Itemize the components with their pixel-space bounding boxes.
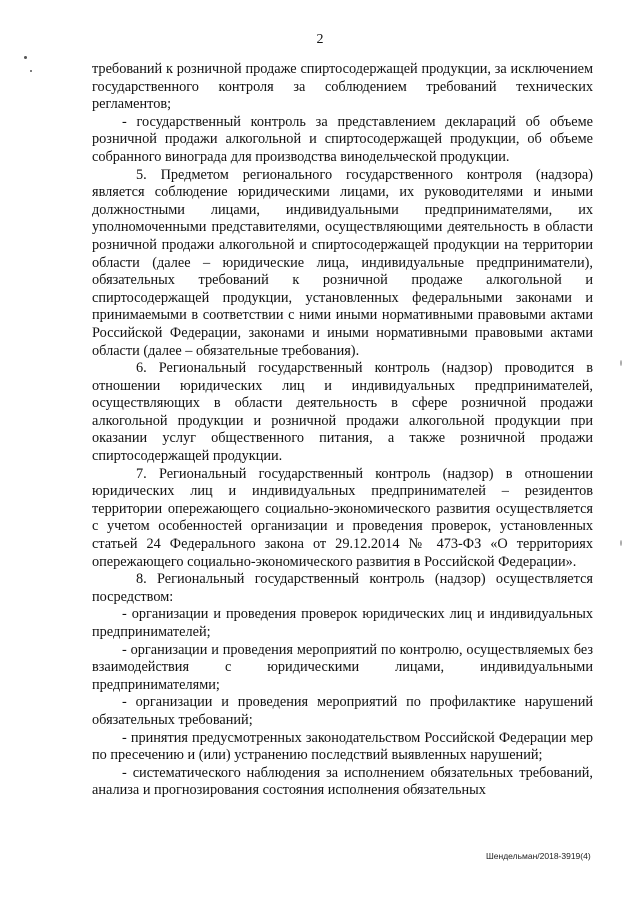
- paragraph-3: 5. Предметом регионального государственного контроля (надзора) является соблюдение юридическими лицами, их руководителями и иными должностными лицами, индивидуальными предпринимателями, их уполномоченными представителями, осуществляющими деятельность в области розничной продажи алкогольной и спиртосодержащей продукции на территории области (далее – юридические лица, индивидуальные предприниматели), обязательных требований к розничной продаже алкогольной и спиртосодержащей продукции, установленных федеральными законами и принимаемыми в соответствии с ними иными нормативными правовыми актами Российской Федерации, законами и иными нормативными правовыми актами области (далее – обязательные требования).: [92, 166, 593, 359]
- document-code-footer: Шендельман/2018-3919(4): [486, 851, 591, 861]
- scan-dot: [30, 70, 32, 72]
- paragraph-2: - государственный контроль за представлением деклараций об объеме розничной продажи алкогольной и спиртосодержащей продукции, об объеме собранного винограда для производства винодельческой продукции.: [92, 113, 593, 165]
- list-item-2: - организации и проведения мероприятий по контролю, осуществляемых без взаимодействия с юридическими лицами, индивидуальными предпринимателями;: [92, 641, 593, 693]
- scan-dot: [24, 56, 27, 59]
- scan-dot: [620, 540, 622, 546]
- paragraph-6: 8. Региональный государственный контроль (надзор) осуществляется посредством:: [92, 571, 593, 605]
- list-item-4: - принятия предусмотренных законодательством Российской Федерации мер по пресечению и (или) устранению последствий выявленных нарушений;: [92, 729, 593, 764]
- document-body: [92, 61, 593, 800]
- scan-dot: [620, 360, 622, 366]
- page-number: 2: [316, 32, 324, 47]
- paragraph-5: 7. Региональный государственный контроль (надзор) в отношении юридических лиц и индивидуальных предпринимателей – резидентов территории опережающего социально-экономического развития осуществляется с учетом особенностей организации и проведения проверок, установленных статьей 24 Федерального закона от 29.12.2014 № 473-ФЗ «О территориях опережающего социально-экономического развития в Российской Федерации».: [92, 465, 593, 570]
- list-item-3: - организации и проведения мероприятий по профилактике нарушений обязательных требований;: [92, 694, 593, 728]
- list-item-5: - систематического наблюдения за исполнением обязательных требований, анализа и прогнозирования состояния исполнения обязательных: [92, 764, 593, 799]
- list-item-1: - организации и проведения проверок юридических лиц и индивидуальных предпринимателей;: [92, 606, 593, 640]
- paragraph-4: 6. Региональный государственный контроль (надзор) проводится в отношении юридических лиц и индивидуальных предпринимателей, осуществляющих в области деятельность в сфере розничной продажи алкогольной продукции и розничной продажи алкогольной продукции при оказании услуг общественного питания, а также розничной продажи спиртосодержащей продукции.: [92, 360, 593, 465]
- paragraph-1: требований к розничной продаже спиртосодержащей продукции, за исключением государственного контроля за соблюдением требований технических регламентов;: [92, 61, 593, 113]
